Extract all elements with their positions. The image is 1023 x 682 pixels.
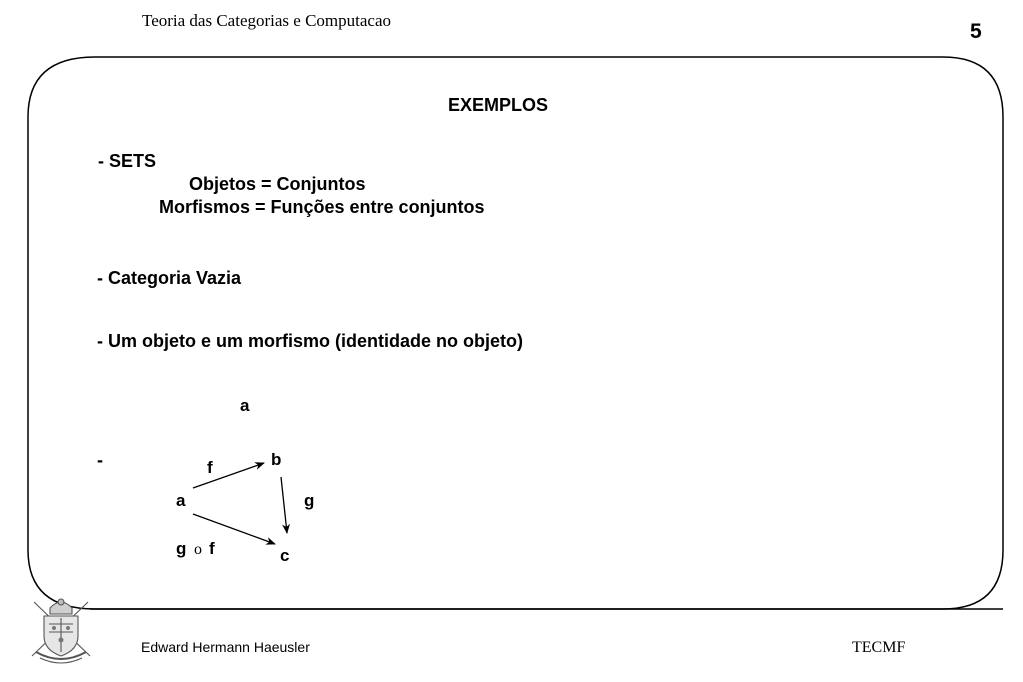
node-c: c: [280, 546, 290, 565]
empty-category: - Categoria Vazia: [97, 268, 242, 288]
node-b: b: [271, 450, 282, 469]
page-number: 5: [970, 20, 982, 43]
sets-label: - SETS: [98, 151, 157, 171]
single-object-node: a: [240, 396, 250, 415]
footer-code: TECMF: [852, 639, 906, 656]
footer-author: Edward Hermann Haeusler: [141, 639, 310, 655]
arrow-f: [193, 463, 264, 488]
sets-morphisms: Morfismos = Funções entre conjuntos: [159, 197, 485, 217]
header-title: Teoria das Categorias e Computacao: [142, 11, 391, 30]
label-composite-f: f: [209, 539, 215, 558]
label-composite-g: g: [176, 539, 187, 558]
one-object-item: - Um objeto e um morfismo (identidade no objeto): [97, 331, 523, 351]
arrow-g-compose-f: [193, 514, 275, 544]
last-item-dash: -: [97, 450, 103, 470]
node-a: a: [176, 491, 186, 510]
label-g: g: [304, 491, 315, 510]
label-compose-op: o: [194, 541, 202, 558]
university-crest-logo: [30, 594, 92, 666]
slide-heading: EXEMPLOS: [448, 95, 549, 115]
arrow-g: [281, 477, 287, 533]
label-f: f: [207, 458, 213, 477]
sets-objects: Objetos = Conjuntos: [189, 174, 366, 194]
